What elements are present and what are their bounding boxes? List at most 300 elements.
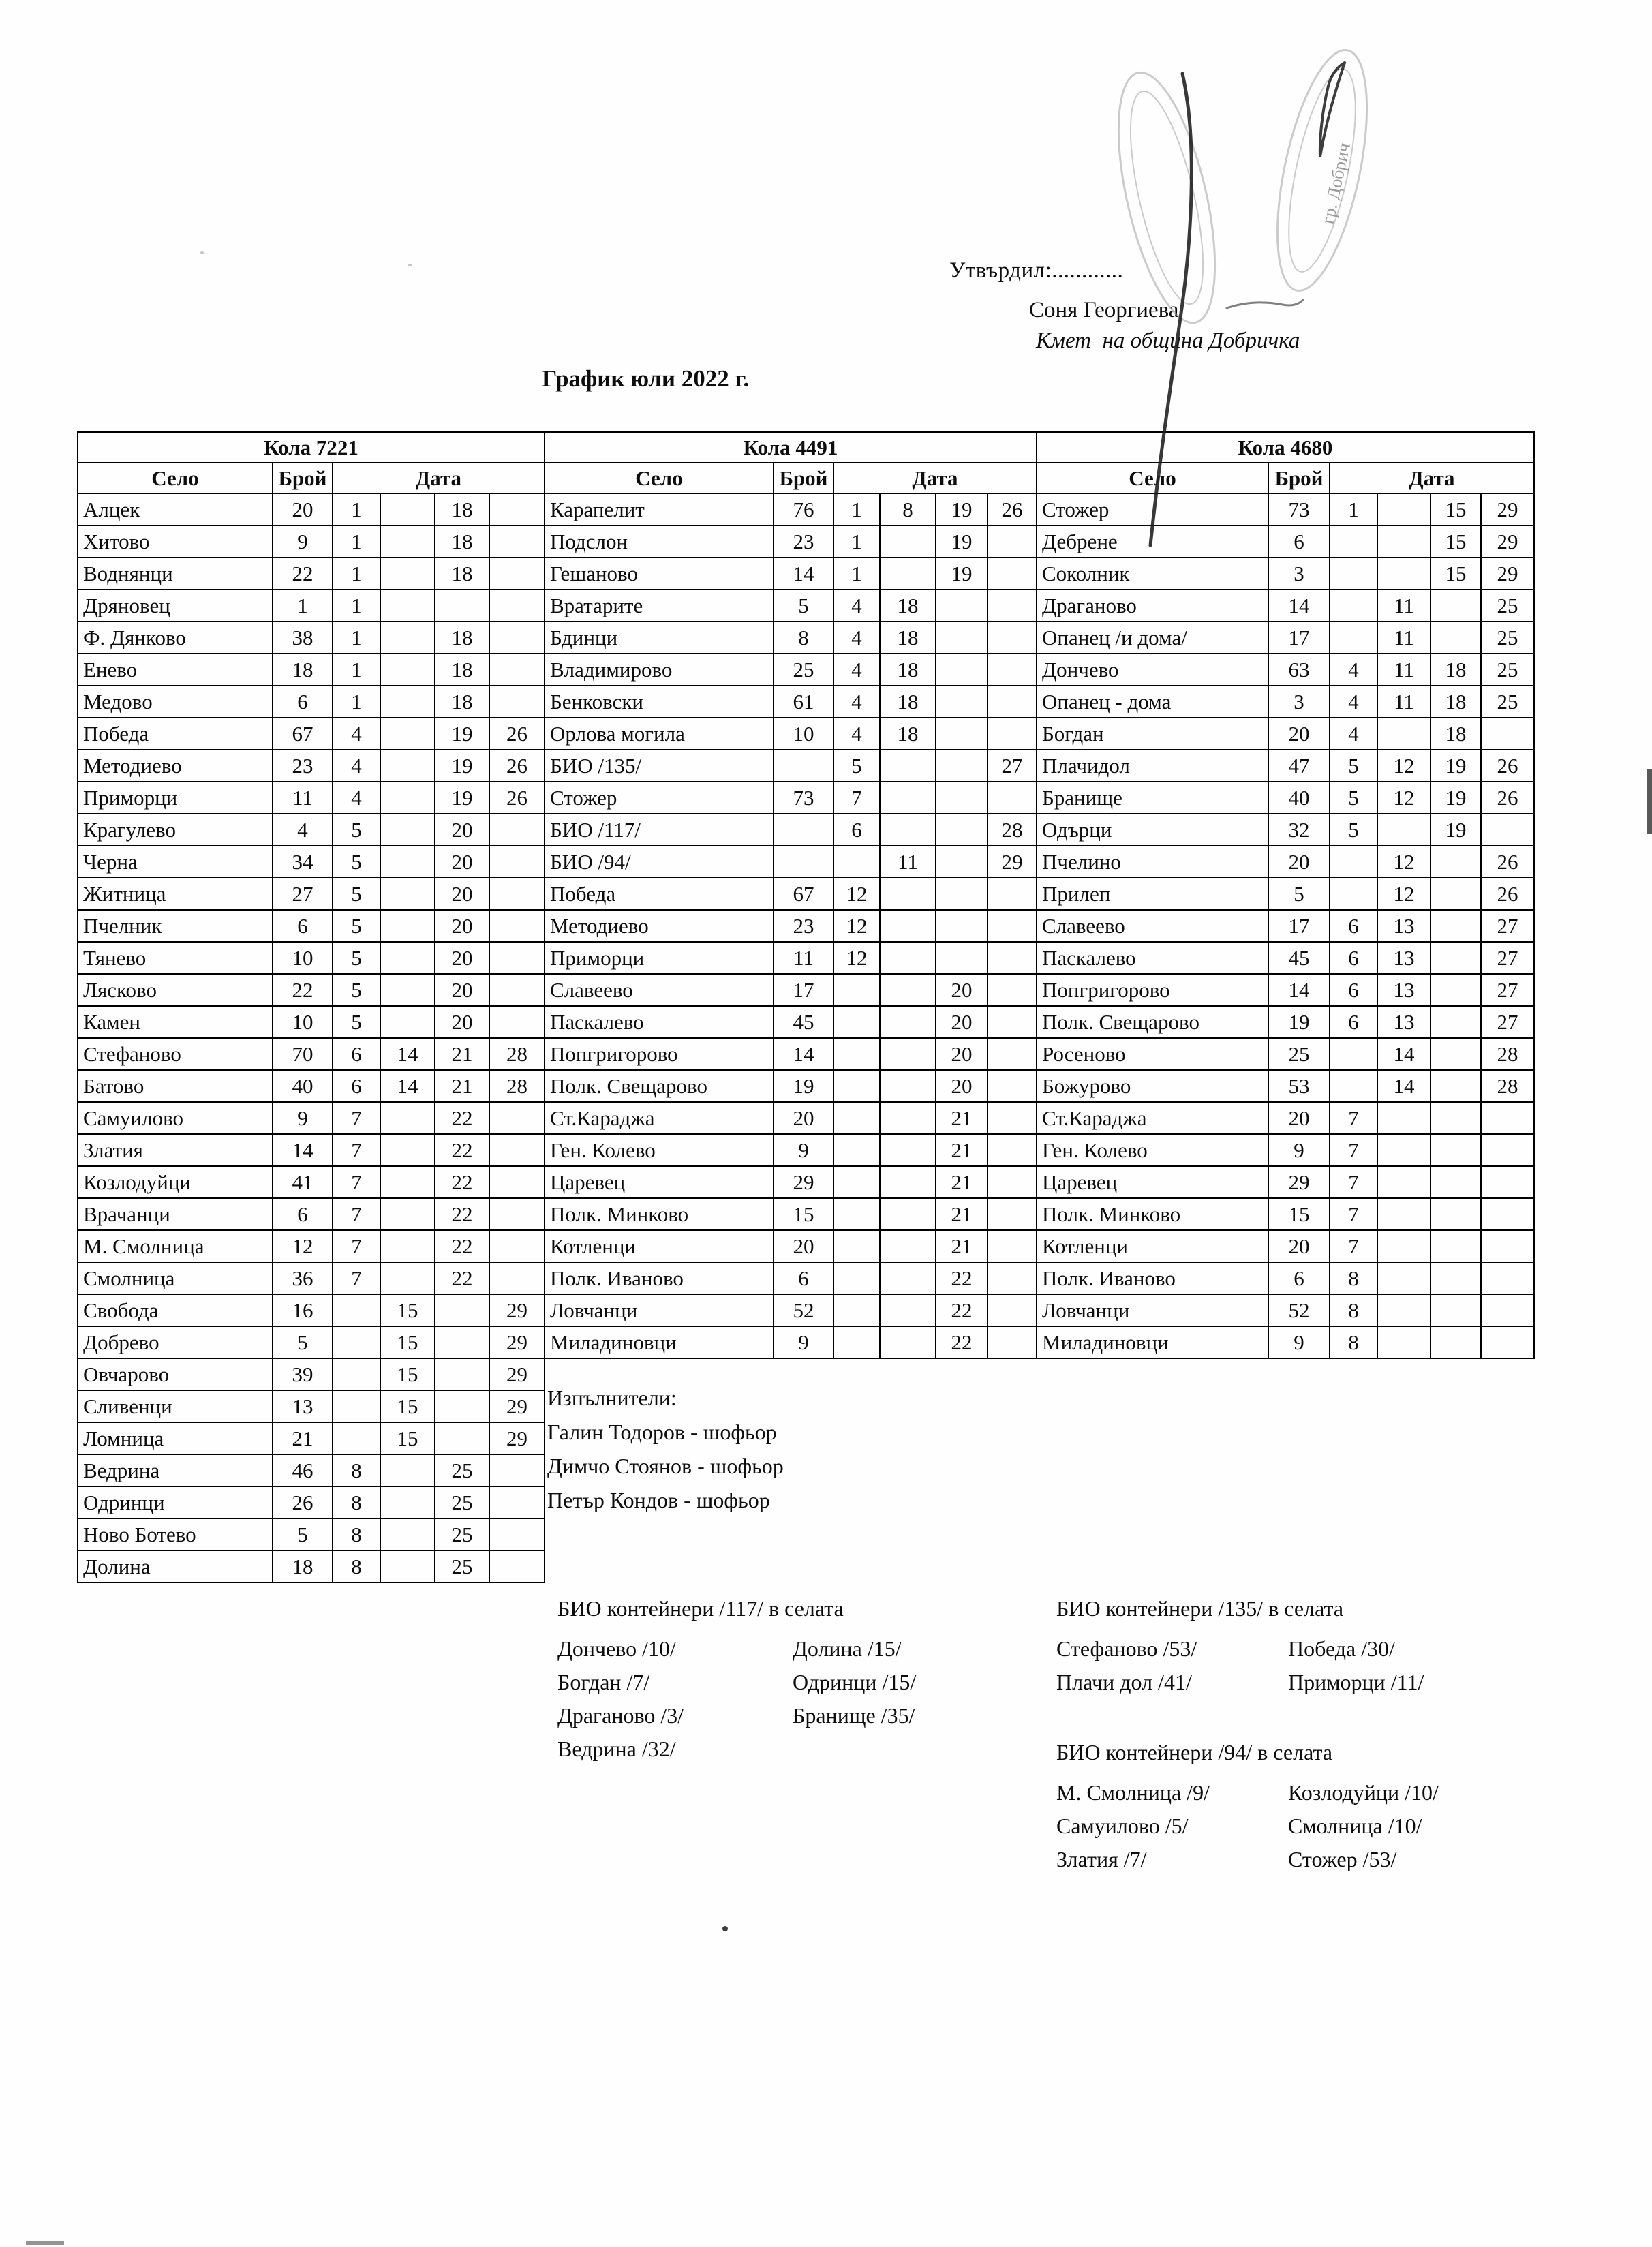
count-cell: 67 xyxy=(774,878,833,910)
count-cell: 40 xyxy=(1268,782,1330,814)
table-row xyxy=(1037,750,1534,782)
date-cell xyxy=(489,622,545,654)
village-cell: Врачанци xyxy=(78,1198,273,1230)
date-cell xyxy=(936,750,988,782)
date-cell: 28 xyxy=(988,814,1037,846)
date-cell xyxy=(1481,718,1534,750)
col-header-village: Село xyxy=(545,463,774,493)
count-cell: 73 xyxy=(1268,493,1330,525)
date-cell xyxy=(880,1326,936,1358)
date-cell xyxy=(380,557,435,590)
count-cell: 22 xyxy=(273,557,333,590)
table-row xyxy=(78,1102,545,1134)
date-cell: 15 xyxy=(1431,493,1481,525)
count-cell: 17 xyxy=(1268,622,1330,654)
village-cell: Камен xyxy=(78,1006,273,1038)
col-header-date: Дата xyxy=(333,463,545,493)
date-cell: 28 xyxy=(489,1070,545,1102)
date-cell xyxy=(1330,878,1377,910)
date-cell xyxy=(489,1230,545,1262)
date-cell: 15 xyxy=(380,1390,435,1422)
date-cell: 18 xyxy=(1431,654,1481,686)
village-cell: Соколник xyxy=(1037,557,1268,590)
date-cell: 5 xyxy=(333,942,380,974)
date-cell: 12 xyxy=(1377,782,1431,814)
date-cell: 12 xyxy=(1377,750,1431,782)
date-cell: 15 xyxy=(1431,557,1481,590)
date-cell xyxy=(1431,1070,1481,1102)
date-cell: 29 xyxy=(489,1390,545,1422)
table-row xyxy=(78,1486,545,1518)
count-cell: 36 xyxy=(273,1262,333,1294)
count-cell: 20 xyxy=(273,493,333,525)
table-row xyxy=(78,557,545,590)
table-row xyxy=(78,1358,545,1390)
date-cell xyxy=(880,525,936,557)
village-cell: Приморци xyxy=(78,782,273,814)
table-row xyxy=(545,1198,1037,1230)
stamp-right-text: гр. Добрич xyxy=(1317,141,1354,226)
village-cell: Ф. Дянково xyxy=(78,622,273,654)
date-cell xyxy=(988,942,1037,974)
car-title: Кола 4680 xyxy=(1037,432,1534,463)
date-cell xyxy=(988,1294,1037,1326)
bio-section-title: БИО контейнери /94/ в селата xyxy=(1056,1740,1333,1764)
count-cell: 8 xyxy=(774,622,833,654)
date-cell: 4 xyxy=(1330,718,1377,750)
village-cell: Паскалево xyxy=(1037,942,1268,974)
count-cell: 41 xyxy=(273,1166,333,1198)
date-cell: 18 xyxy=(880,590,936,622)
bio-village-entry: Приморци /11/ xyxy=(1288,1670,1424,1694)
table-row xyxy=(1037,1134,1534,1166)
signature-squiggle xyxy=(1227,300,1303,308)
count-cell: 12 xyxy=(273,1230,333,1262)
bio-village-entry: Стефаново /53/ xyxy=(1056,1636,1197,1661)
table-row xyxy=(545,1262,1037,1294)
date-cell xyxy=(988,1038,1037,1070)
count-cell: 9 xyxy=(273,1102,333,1134)
village-cell: Ловчанци xyxy=(1037,1294,1268,1326)
table-row xyxy=(545,1006,1037,1038)
date-cell xyxy=(1431,1038,1481,1070)
bio-village-entry: Победа /30/ xyxy=(1288,1636,1396,1661)
date-cell xyxy=(1431,590,1481,622)
date-cell xyxy=(1431,1166,1481,1198)
table-row xyxy=(545,1038,1037,1070)
date-cell xyxy=(1330,557,1377,590)
table-row xyxy=(78,910,545,942)
date-cell: 26 xyxy=(1481,846,1534,878)
date-cell xyxy=(1481,1166,1534,1198)
count-cell: 11 xyxy=(273,782,333,814)
table-row xyxy=(1037,557,1534,590)
date-cell xyxy=(489,910,545,942)
date-cell xyxy=(880,1262,936,1294)
date-cell xyxy=(880,814,936,846)
date-cell: 22 xyxy=(435,1134,489,1166)
date-cell xyxy=(1431,1198,1481,1230)
village-cell: Златия xyxy=(78,1134,273,1166)
village-cell: Миладиновци xyxy=(1037,1326,1268,1358)
date-cell xyxy=(833,974,880,1006)
date-cell xyxy=(380,750,435,782)
date-cell: 20 xyxy=(936,1070,988,1102)
executor-name: Петър Кондов - шофьор xyxy=(547,1488,770,1512)
village-cell: М. Смолница xyxy=(78,1230,273,1262)
count-cell: 14 xyxy=(774,1038,833,1070)
col-header-village: Село xyxy=(78,463,273,493)
bio-village-entry: Самуилово /5/ xyxy=(1056,1814,1189,1838)
count-cell: 46 xyxy=(273,1454,333,1486)
date-cell xyxy=(1330,846,1377,878)
date-cell: 5 xyxy=(833,750,880,782)
bio-village-entry: Стожер /53/ xyxy=(1288,1847,1397,1871)
village-cell: Царевец xyxy=(545,1166,774,1198)
date-cell: 11 xyxy=(1377,622,1431,654)
date-cell xyxy=(489,974,545,1006)
count-cell: 67 xyxy=(273,718,333,750)
date-cell xyxy=(1330,525,1377,557)
date-cell: 6 xyxy=(1330,974,1377,1006)
date-cell: 13 xyxy=(1377,942,1431,974)
date-cell: 15 xyxy=(380,1422,435,1454)
table-row xyxy=(545,878,1037,910)
date-cell: 12 xyxy=(833,910,880,942)
table-row xyxy=(1037,942,1534,974)
date-cell: 25 xyxy=(435,1454,489,1486)
date-cell: 7 xyxy=(1330,1134,1377,1166)
date-cell xyxy=(988,590,1037,622)
count-cell: 61 xyxy=(774,686,833,718)
date-cell xyxy=(936,686,988,718)
date-cell: 27 xyxy=(988,750,1037,782)
car-title: Кола 7221 xyxy=(78,432,545,463)
village-cell: Полк. Минково xyxy=(1037,1198,1268,1230)
date-cell xyxy=(333,1422,380,1454)
date-cell: 14 xyxy=(380,1038,435,1070)
village-cell: Смолница xyxy=(78,1262,273,1294)
date-cell xyxy=(936,590,988,622)
date-cell: 7 xyxy=(1330,1166,1377,1198)
village-cell: Орлова могила xyxy=(545,718,774,750)
schedule-table-kola-4680 xyxy=(1036,431,1535,1359)
count-cell: 19 xyxy=(1268,1006,1330,1038)
date-cell xyxy=(489,1486,545,1518)
bio-village-entry xyxy=(793,1732,916,1766)
col-header-count: Брой xyxy=(273,463,333,493)
village-cell: Ловчанци xyxy=(545,1294,774,1326)
date-cell xyxy=(380,1262,435,1294)
count-cell: 16 xyxy=(273,1294,333,1326)
date-cell: 25 xyxy=(435,1486,489,1518)
date-cell xyxy=(489,590,545,622)
date-cell xyxy=(1377,1166,1431,1198)
date-cell xyxy=(1377,1326,1431,1358)
date-cell: 8 xyxy=(1330,1262,1377,1294)
village-cell: БИО /94/ xyxy=(545,846,774,878)
date-cell: 1 xyxy=(333,557,380,590)
date-cell xyxy=(489,525,545,557)
date-cell xyxy=(435,1390,489,1422)
date-cell xyxy=(380,942,435,974)
village-cell: Воднянци xyxy=(78,557,273,590)
date-cell: 7 xyxy=(1330,1198,1377,1230)
col-header-date: Дата xyxy=(1330,463,1534,493)
date-cell: 4 xyxy=(833,654,880,686)
village-cell: БИО /135/ xyxy=(545,750,774,782)
bio-village-entry: М. Смолница /9/ xyxy=(1056,1780,1210,1805)
village-cell: Миладиновци xyxy=(545,1326,774,1358)
bio-village-entry: Дончево /10/ xyxy=(557,1636,676,1661)
date-cell: 4 xyxy=(1330,654,1377,686)
count-cell: 6 xyxy=(273,1198,333,1230)
date-cell: 13 xyxy=(1377,1006,1431,1038)
date-cell: 11 xyxy=(880,846,936,878)
bio-section-title: БИО контейнери /117/ в селата xyxy=(557,1596,844,1621)
date-cell: 25 xyxy=(1481,590,1534,622)
date-cell: 26 xyxy=(988,493,1037,525)
date-cell: 14 xyxy=(1377,1070,1431,1102)
date-cell: 26 xyxy=(489,782,545,814)
village-cell: Стожер xyxy=(545,782,774,814)
date-cell: 7 xyxy=(333,1166,380,1198)
table-row xyxy=(78,1230,545,1262)
count-cell xyxy=(774,750,833,782)
date-cell: 27 xyxy=(1481,974,1534,1006)
date-cell: 7 xyxy=(333,1230,380,1262)
date-cell: 18 xyxy=(880,622,936,654)
date-cell: 27 xyxy=(1481,1006,1534,1038)
date-cell xyxy=(435,590,489,622)
date-cell: 29 xyxy=(489,1358,545,1390)
table-row xyxy=(545,1166,1037,1198)
date-cell: 18 xyxy=(435,686,489,718)
village-cell: Полк. Свещарово xyxy=(1037,1006,1268,1038)
date-cell: 26 xyxy=(1481,878,1534,910)
date-cell: 1 xyxy=(333,622,380,654)
date-cell xyxy=(1481,1230,1534,1262)
date-cell xyxy=(1377,1262,1431,1294)
table-row xyxy=(78,782,545,814)
date-cell: 18 xyxy=(880,686,936,718)
count-cell: 32 xyxy=(1268,814,1330,846)
date-cell xyxy=(936,782,988,814)
village-cell: Медово xyxy=(78,686,273,718)
date-cell: 8 xyxy=(880,493,936,525)
bio-village-entry: Долина /15/ xyxy=(793,1636,902,1661)
date-cell xyxy=(380,718,435,750)
ink-dot-artifact xyxy=(722,1926,728,1931)
count-cell: 23 xyxy=(774,910,833,942)
village-cell: Сливенци xyxy=(78,1390,273,1422)
date-cell xyxy=(988,782,1037,814)
table-row xyxy=(1037,686,1534,718)
date-cell xyxy=(988,525,1037,557)
table-row xyxy=(1037,1326,1534,1358)
table-row xyxy=(78,686,545,718)
count-cell: 19 xyxy=(774,1070,833,1102)
table-row xyxy=(545,974,1037,1006)
count-cell: 3 xyxy=(1268,557,1330,590)
count-cell: 45 xyxy=(1268,942,1330,974)
date-cell xyxy=(1431,974,1481,1006)
date-cell: 29 xyxy=(1481,493,1534,525)
date-cell xyxy=(833,846,880,878)
date-cell xyxy=(880,782,936,814)
count-cell: 3 xyxy=(1268,686,1330,718)
date-cell: 18 xyxy=(435,557,489,590)
village-cell: Славеево xyxy=(545,974,774,1006)
count-cell: 29 xyxy=(1268,1166,1330,1198)
date-cell xyxy=(380,1550,435,1583)
village-cell: Подслон xyxy=(545,525,774,557)
village-cell: Лясково xyxy=(78,974,273,1006)
village-cell: Полк. Свещарово xyxy=(545,1070,774,1102)
count-cell: 17 xyxy=(1268,910,1330,942)
date-cell xyxy=(380,525,435,557)
table-head xyxy=(78,432,545,493)
date-cell: 26 xyxy=(1481,782,1534,814)
date-cell: 5 xyxy=(333,878,380,910)
date-cell: 15 xyxy=(1431,525,1481,557)
bio-section-94 xyxy=(1056,1740,1439,1876)
date-cell xyxy=(1431,1134,1481,1166)
bio-section-135 xyxy=(1056,1596,1424,1699)
table-row xyxy=(545,1102,1037,1134)
date-cell xyxy=(489,1550,545,1583)
date-cell xyxy=(489,1262,545,1294)
table-row xyxy=(545,1134,1037,1166)
schedule-table-kola-7221 xyxy=(77,431,545,1583)
count-cell xyxy=(774,814,833,846)
date-cell xyxy=(1377,1134,1431,1166)
date-cell: 20 xyxy=(435,910,489,942)
date-cell xyxy=(988,910,1037,942)
date-cell xyxy=(880,974,936,1006)
table-row xyxy=(78,590,545,622)
village-cell: Тянево xyxy=(78,942,273,974)
date-cell: 22 xyxy=(435,1230,489,1262)
date-cell xyxy=(380,1486,435,1518)
table-row xyxy=(545,814,1037,846)
date-cell xyxy=(380,782,435,814)
date-cell xyxy=(833,1038,880,1070)
date-cell: 22 xyxy=(435,1102,489,1134)
date-cell xyxy=(489,1102,545,1134)
bio-village-list xyxy=(557,1632,916,1766)
bio-village-entry: Одринци /15/ xyxy=(793,1670,917,1694)
date-cell: 22 xyxy=(435,1198,489,1230)
table-head xyxy=(545,432,1037,493)
table-row xyxy=(545,590,1037,622)
village-cell: Козлодуйци xyxy=(78,1166,273,1198)
date-cell xyxy=(988,1102,1037,1134)
date-cell: 15 xyxy=(380,1326,435,1358)
count-cell: 27 xyxy=(273,878,333,910)
count-cell: 40 xyxy=(273,1070,333,1102)
date-cell: 19 xyxy=(435,750,489,782)
date-cell xyxy=(1330,622,1377,654)
date-cell: 1 xyxy=(833,557,880,590)
date-cell: 26 xyxy=(1481,750,1534,782)
table-row xyxy=(545,942,1037,974)
date-cell xyxy=(1431,878,1481,910)
table-body xyxy=(78,493,545,1583)
date-cell: 29 xyxy=(489,1294,545,1326)
count-cell: 14 xyxy=(774,557,833,590)
date-cell: 22 xyxy=(936,1326,988,1358)
date-cell: 25 xyxy=(1481,622,1534,654)
date-cell: 4 xyxy=(833,622,880,654)
date-cell xyxy=(988,622,1037,654)
village-cell: Ст.Караджа xyxy=(545,1102,774,1134)
scan-edge-artifact xyxy=(26,2241,64,2245)
table-row xyxy=(78,1262,545,1294)
date-cell xyxy=(489,1454,545,1486)
date-cell xyxy=(489,493,545,525)
village-cell: Житница xyxy=(78,878,273,910)
date-cell: 6 xyxy=(833,814,880,846)
table-row xyxy=(78,942,545,974)
table-row xyxy=(78,1294,545,1326)
date-cell xyxy=(435,1326,489,1358)
count-cell: 5 xyxy=(1268,878,1330,910)
count-cell: 47 xyxy=(1268,750,1330,782)
date-cell xyxy=(1481,1326,1534,1358)
count-cell: 5 xyxy=(273,1518,333,1550)
date-cell: 21 xyxy=(936,1102,988,1134)
date-cell: 4 xyxy=(333,782,380,814)
date-cell: 1 xyxy=(333,654,380,686)
date-cell xyxy=(1377,718,1431,750)
date-cell: 19 xyxy=(1431,782,1481,814)
count-cell: 15 xyxy=(1268,1198,1330,1230)
date-cell: 21 xyxy=(936,1198,988,1230)
date-cell: 7 xyxy=(333,1198,380,1230)
date-cell xyxy=(489,557,545,590)
date-cell xyxy=(988,1262,1037,1294)
date-cell: 19 xyxy=(1431,750,1481,782)
date-cell xyxy=(833,1070,880,1102)
date-cell xyxy=(880,1198,936,1230)
village-cell: Стожер xyxy=(1037,493,1268,525)
village-cell: Приморци xyxy=(545,942,774,974)
date-cell xyxy=(833,1198,880,1230)
count-cell: 39 xyxy=(273,1358,333,1390)
table-row xyxy=(545,493,1037,525)
date-cell: 4 xyxy=(333,750,380,782)
village-cell: Бранище xyxy=(1037,782,1268,814)
date-cell xyxy=(988,1198,1037,1230)
count-cell: 22 xyxy=(273,974,333,1006)
date-cell xyxy=(380,493,435,525)
date-cell: 18 xyxy=(435,493,489,525)
date-cell: 5 xyxy=(333,974,380,1006)
bio-village-entry: Смолница /10/ xyxy=(1288,1814,1422,1838)
date-cell: 5 xyxy=(1330,750,1377,782)
date-cell xyxy=(936,878,988,910)
count-cell: 18 xyxy=(273,654,333,686)
table-row xyxy=(1037,1294,1534,1326)
date-cell xyxy=(1481,1262,1534,1294)
date-cell xyxy=(988,1006,1037,1038)
village-cell: Плачидол xyxy=(1037,750,1268,782)
date-cell: 12 xyxy=(833,942,880,974)
count-cell: 17 xyxy=(774,974,833,1006)
date-cell: 12 xyxy=(833,878,880,910)
date-cell xyxy=(380,1198,435,1230)
